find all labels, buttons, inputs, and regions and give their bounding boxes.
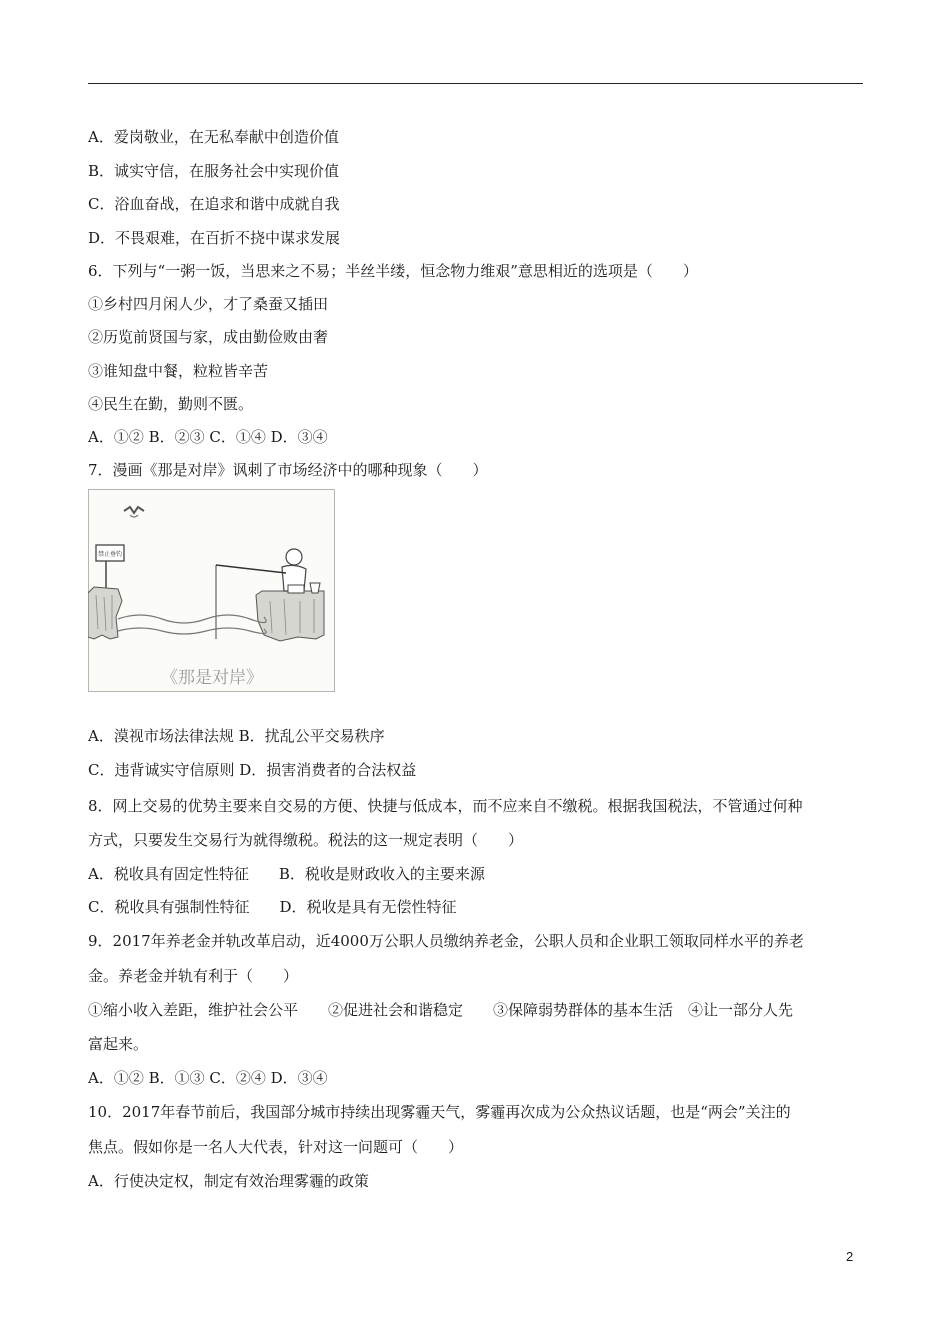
question-10-stem-line-2: 焦点。假如你是一名人大代表，针对这一问题可（ ） <box>88 1138 464 1156</box>
question-7-options-ab: A．漠视市场法律法规 B．扰乱公平交易秩序 <box>88 727 385 745</box>
question-9-items-line-1: ①缩小收入差距，维护社会公平 ②促进社会和谐稳定 ③保障弱势群体的基本生活 ④让一部分人先 <box>88 1001 794 1019</box>
question-6-stem: 6．下列与“一粥一饭，当思来之不易；半丝半缕，恒念物力维艰”意思相近的选项是（ ） <box>88 262 698 280</box>
question-10-option-a: A．行使决定权，制定有效治理雾霾的政策 <box>88 1172 369 1190</box>
question-8-options-cd: C．税收具有强制性特征 D．税收是具有无偿性特征 <box>88 898 457 916</box>
question-8-stem-line-1: 8．网上交易的优势主要来自交易的方便、快捷与低成本，而不应来自不缴税。根据我国税法，不管通过何种 <box>88 797 803 815</box>
page-number: 2 <box>846 1249 854 1264</box>
fisherman-head <box>286 549 302 565</box>
question-6-item-4: ④民生在勤，勤则不匮。 <box>88 395 254 413</box>
header-rule <box>88 83 863 84</box>
question-8-options-ab: A．税收具有固定性特征 B．税收是财政收入的主要来源 <box>88 865 485 883</box>
cartoon-image <box>88 489 335 692</box>
option-5d: D．不畏艰难，在百折不挠中谋求发展 <box>88 229 341 247</box>
question-9-stem-line-2: 金。养老金并轨有利于（ ） <box>88 967 299 985</box>
question-6-item-3: ③谁知盘中餐，粒粒皆辛苦 <box>88 362 269 380</box>
question-9-options: A．①② B．①③ C．②④ D．③④ <box>88 1069 328 1087</box>
question-7-options-cd: C．违背诚实守信原则 D．损害消费者的合法权益 <box>88 761 417 779</box>
question-6-options: A．①② B．②③ C．①④ D．③④ <box>88 428 328 446</box>
question-9-items-line-2: 富起来。 <box>88 1035 149 1053</box>
option-5b: B．诚实守信，在服务社会中实现价值 <box>88 162 340 180</box>
question-9-stem-line-1: 9．2017年养老金并轨改革启动，近4000万公职人员缴纳养老金，公职人员和企业职工领取同样水平的养老 <box>88 932 804 950</box>
question-6-item-1: ①乡村四月闲人少，才了桑蚕又插田 <box>88 295 329 313</box>
sign-text: 禁止垂钓 <box>97 551 123 558</box>
question-6-item-2: ②历览前贤国与家，成由勤俭败由奢 <box>88 328 329 346</box>
question-8-stem-line-2: 方式，只要发生交易行为就得缴税。税法的这一规定表明（ ） <box>88 831 524 849</box>
question-10-stem-line-1: 10．2017年春节前后，我国部分城市持续出现雾霾天气，雾霾再次成为公众热议话题，也是“两会”关注的 <box>88 1103 791 1121</box>
option-5a: A．爱岗敬业，在无私奉献中创造价值 <box>88 128 339 146</box>
cartoon-caption: 《那是对岸》 <box>161 668 263 688</box>
option-5c: C．浴血奋战，在追求和谐中成就自我 <box>88 195 340 213</box>
question-7-stem: 7．漫画《那是对岸》讽刺了市场经济中的哪种现象（ ） <box>88 461 488 479</box>
